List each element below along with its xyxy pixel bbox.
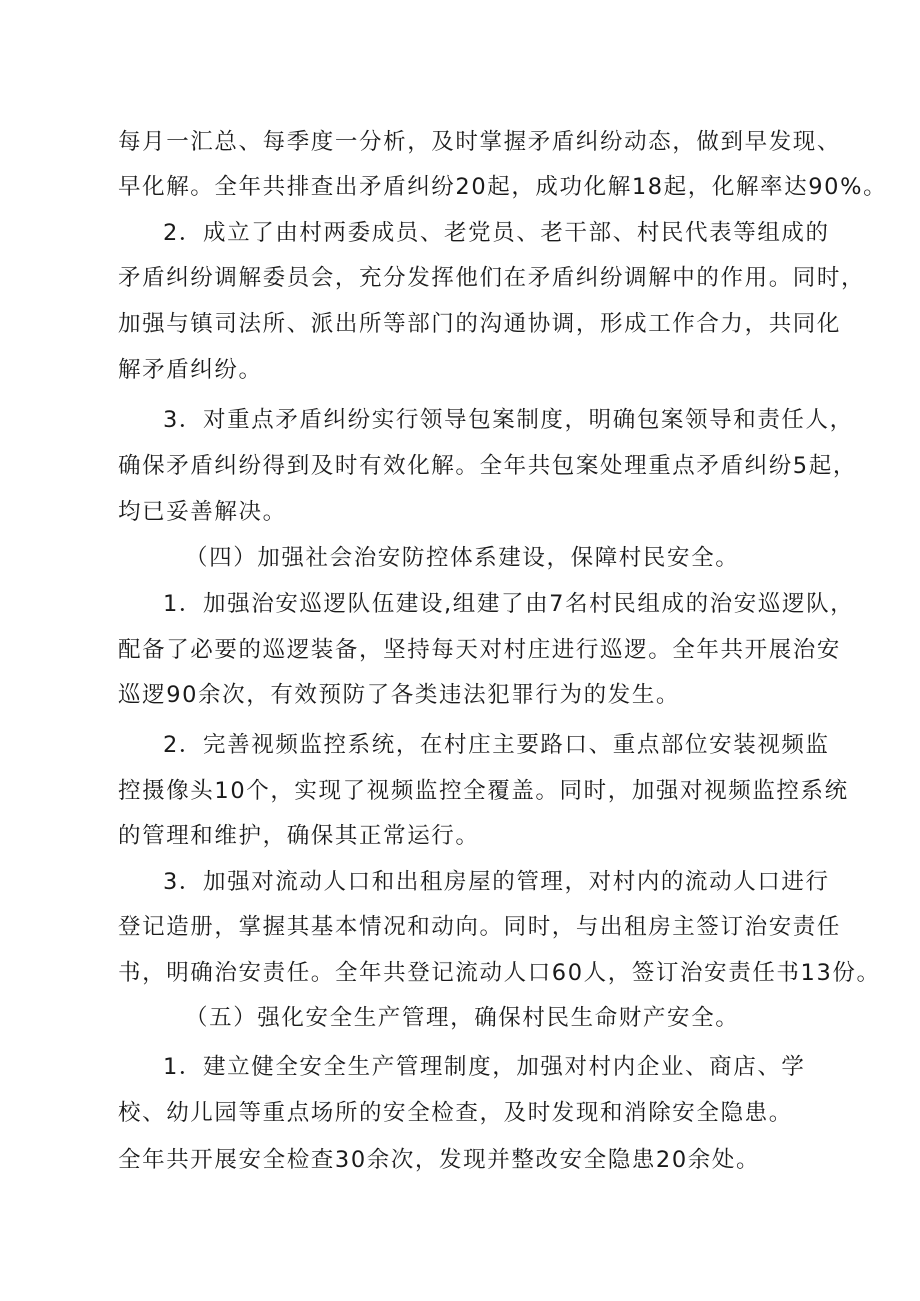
text-line: 全年共开展安全检查30余次，发现并整改安全隐患20余处。: [118, 1147, 761, 1173]
text-line: 确保矛盾纠纷得到及时有效化解。全年共包案处理重点矛盾纠纷5起，: [118, 453, 857, 479]
text-line: 巡逻90余次，有效预防了各类违法犯罪行为的发生。: [118, 682, 681, 708]
text-line: 解矛盾纠纷。: [118, 357, 263, 383]
text-line: 矛盾纠纷调解委员会，充分发挥他们在矛盾纠纷调解中的作用。同时，: [118, 265, 866, 291]
text-line: 早化解。全年共排查出矛盾纠纷20起，成功化解18起，化解率达90%。: [118, 174, 888, 200]
text-line: 均已妥善解决。: [118, 499, 287, 525]
section-heading: （四）加强社会治安防控体系建设，保障村民安全。: [185, 545, 740, 571]
text-line: 1．建立健全安全生产管理制度，加强对村内企业、商店、学: [163, 1054, 806, 1080]
text-line: 2．成立了由村两委成员、老党员、老干部、村民代表等组成的: [163, 220, 830, 246]
text-line: 登记造册，掌握其基本情况和动向。同时，与出租房主签订治安责任: [118, 914, 842, 940]
text-line: 书，明确治安责任。全年共登记流动人口60人，签订治安责任书13份。: [118, 960, 881, 986]
text-line: 校、幼儿园等重点场所的安全检查，及时发现和消除安全隐患。: [118, 1100, 793, 1126]
text-line: 加强与镇司法所、派出所等部门的沟通协调，形成工作合力，共同化: [118, 311, 842, 337]
section-heading: （五）强化安全生产管理，确保村民生命财产安全。: [185, 1005, 740, 1031]
text-line: 配备了必要的巡逻装备，坚持每天对村庄进行巡逻。全年共开展治安: [118, 637, 842, 663]
text-line: 的管理和维护，确保其正常运行。: [118, 823, 480, 849]
text-line: 1．加强治安巡逻队伍建设,组建了由7名村民组成的治安巡逻队，: [163, 591, 855, 617]
text-line: 3．加强对流动人口和出租房屋的管理，对村内的流动人口进行: [163, 869, 830, 895]
text-line: 控摄像头10个，实现了视频监控全覆盖。同时，加强对视频监控系统: [118, 778, 849, 804]
text-line: 3．对重点矛盾纠纷实行领导包案制度，明确包案领导和责任人，: [163, 407, 854, 433]
text-line: 2．完善视频监控系统，在村庄主要路口、重点部位安装视频监: [163, 732, 830, 758]
text-line: 每月一汇总、每季度一分析，及时掌握矛盾纠纷动态，做到早发现、: [118, 129, 842, 155]
